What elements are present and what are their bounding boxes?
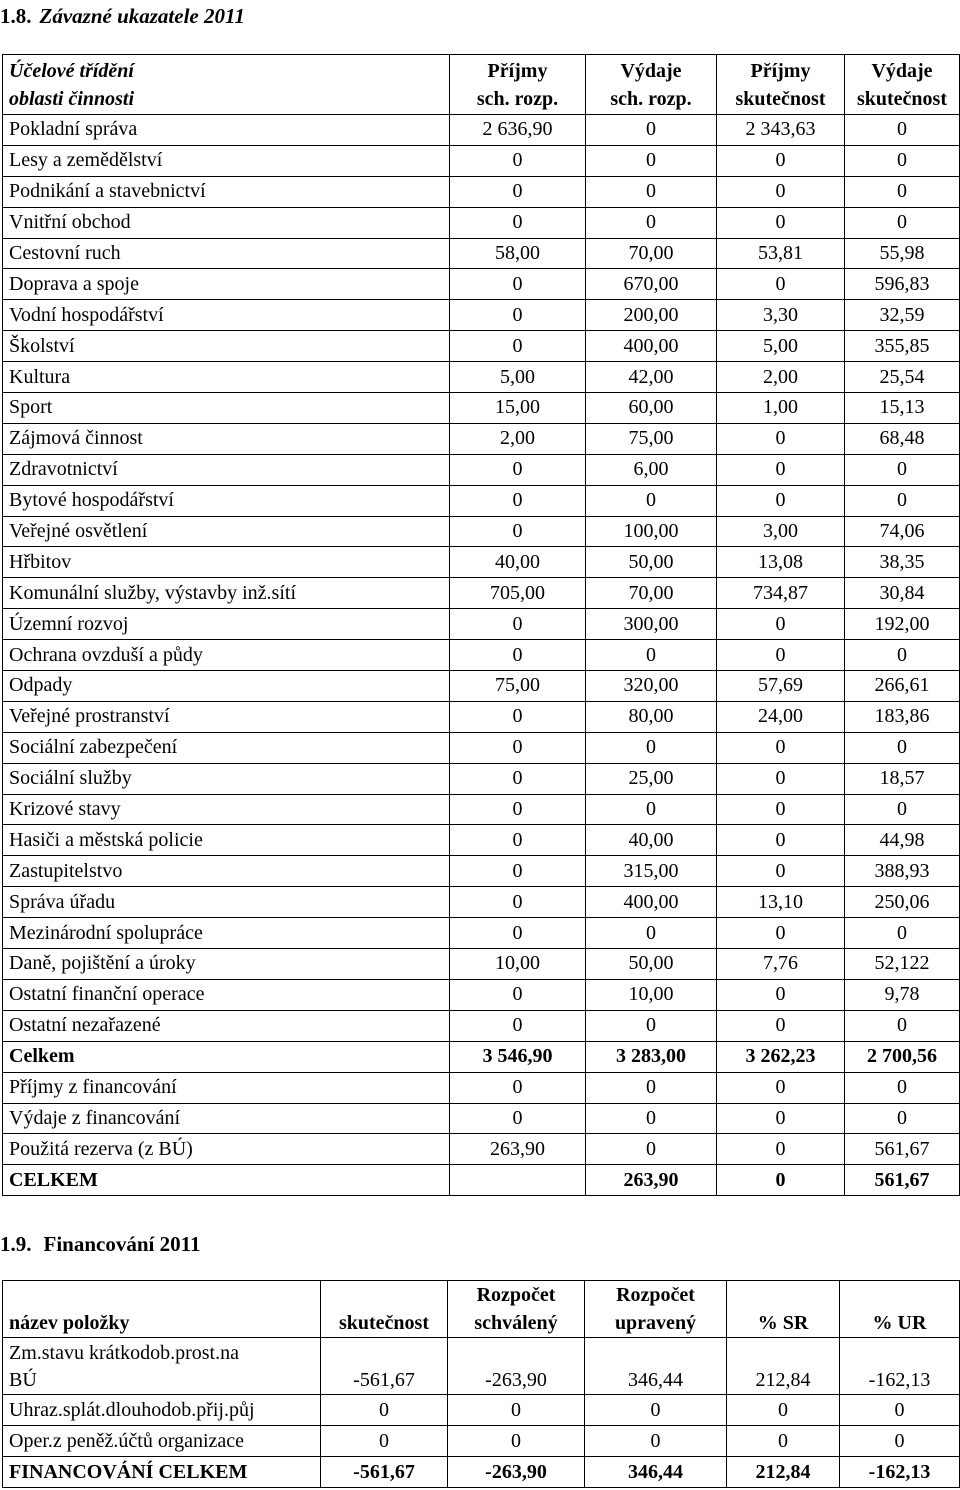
table-row	[3, 763, 960, 794]
row-label	[3, 1338, 321, 1395]
value-cell: 25,00	[586, 763, 717, 794]
value-cell: 250,06	[845, 887, 960, 918]
value-cell: 0	[717, 918, 845, 949]
value-cell: 670,00	[586, 269, 717, 300]
value-cell: 2 343,63	[717, 115, 845, 146]
table-row	[3, 1041, 960, 1072]
row-label: Podnikání a stavebnictví	[3, 176, 450, 207]
value-cell: 0	[845, 918, 960, 949]
value-cell: 5,00	[450, 362, 586, 393]
value-cell: 0	[586, 918, 717, 949]
value-cell: 596,83	[845, 269, 960, 300]
value-cell: 263,90	[450, 1134, 586, 1165]
row-label: Oper.z peněž.účtů organizace	[3, 1426, 321, 1457]
value-cell: 58,00	[450, 238, 586, 269]
table-row	[3, 423, 960, 454]
table-row	[3, 918, 960, 949]
table-row	[3, 609, 960, 640]
cell-line: BÚ	[9, 1369, 37, 1391]
value-cell: 320,00	[586, 671, 717, 702]
section-title: Financování 2011	[43, 1232, 201, 1256]
value-cell: 40,00	[450, 547, 586, 578]
value-cell: 0	[845, 1103, 960, 1134]
cell-line: Rozpočet	[616, 1284, 695, 1306]
row-label: Sociální zabezpečení	[3, 732, 450, 763]
header-cell: Příjmy	[717, 55, 845, 87]
value-cell: 561,67	[845, 1134, 960, 1165]
table-row	[3, 732, 960, 763]
table-row	[3, 454, 960, 485]
value-cell: 0	[717, 207, 845, 238]
value-cell	[450, 1165, 586, 1196]
row-label: Sport	[3, 393, 450, 424]
value-cell: 0	[586, 207, 717, 238]
section-heading-1-9	[0, 1232, 200, 1256]
value-cell: -263,90	[448, 1457, 585, 1488]
value-cell: 0	[845, 794, 960, 825]
header-cell: Příjmy	[450, 55, 586, 87]
row-label: Použitá rezerva (z BÚ)	[3, 1134, 450, 1165]
value-cell: 0	[845, 176, 960, 207]
value-cell: 70,00	[586, 238, 717, 269]
value-cell: 75,00	[450, 671, 586, 702]
cell-line: Rozpočet	[476, 1284, 556, 1306]
table-row	[3, 362, 960, 393]
value-cell: 7,76	[717, 949, 845, 980]
row-label: Ostatní nezařazené	[3, 1010, 450, 1041]
value-cell: 0	[450, 331, 586, 362]
value-cell: 3 283,00	[586, 1041, 717, 1072]
value-cell: 212,84	[727, 1457, 840, 1488]
value-cell: 52,122	[845, 949, 960, 980]
table-row	[3, 671, 960, 702]
table-row	[3, 979, 960, 1010]
value-cell: 0	[450, 1072, 586, 1103]
value-cell: 0	[450, 887, 586, 918]
value-cell: -162,13	[840, 1457, 960, 1488]
value-cell: 74,06	[845, 516, 960, 547]
value-cell: 80,00	[586, 701, 717, 732]
cell-line: schválený	[474, 1312, 558, 1334]
table-row	[3, 1072, 960, 1103]
table-row	[3, 238, 960, 269]
table-row	[3, 856, 960, 887]
value-cell: 0	[717, 423, 845, 454]
value-cell: 0	[586, 145, 717, 176]
table-row	[3, 1426, 960, 1457]
value-cell: 10,00	[450, 949, 586, 980]
value-cell: 9,78	[845, 979, 960, 1010]
value-cell: 0	[845, 1072, 960, 1103]
value-cell: 734,87	[717, 578, 845, 609]
row-label: Zájmová činnost	[3, 423, 450, 454]
row-label: Ochrana ovzduší a půdy	[3, 640, 450, 671]
value-cell: 0	[717, 825, 845, 856]
value-cell: 0	[717, 1072, 845, 1103]
value-cell: 75,00	[586, 423, 717, 454]
table-row	[3, 949, 960, 980]
value-cell: 0	[586, 115, 717, 146]
value-cell: 0	[321, 1426, 448, 1457]
value-cell: 3,30	[717, 300, 845, 331]
value-cell: 0	[845, 454, 960, 485]
value-cell: 0	[845, 732, 960, 763]
value-cell: 0	[450, 825, 586, 856]
table-row	[3, 207, 960, 238]
value-cell: 0	[586, 485, 717, 516]
value-cell: 0	[450, 701, 586, 732]
table-row	[3, 1165, 960, 1196]
value-cell: 13,08	[717, 547, 845, 578]
value-cell: 0	[586, 732, 717, 763]
table-row	[3, 578, 960, 609]
value-cell: -561,67	[321, 1457, 448, 1488]
value-cell: 346,44	[585, 1338, 727, 1395]
value-cell: 0	[717, 145, 845, 176]
table-row	[3, 794, 960, 825]
value-cell: 60,00	[586, 393, 717, 424]
row-label: Pokladní správa	[3, 115, 450, 146]
value-cell: 70,00	[586, 578, 717, 609]
header-cell	[448, 1281, 585, 1338]
row-label: Ostatní finanční operace	[3, 979, 450, 1010]
row-label: FINANCOVÁNÍ CELKEM	[3, 1457, 321, 1488]
value-cell: 0	[727, 1426, 840, 1457]
header-cell: sch. rozp.	[586, 86, 717, 115]
value-cell: 0	[450, 732, 586, 763]
table-row	[3, 331, 960, 362]
value-cell: 55,98	[845, 238, 960, 269]
value-cell: 68,48	[845, 423, 960, 454]
row-label: Územní rozvoj	[3, 609, 450, 640]
table-row	[3, 1457, 960, 1488]
row-label: Hřbitov	[3, 547, 450, 578]
row-label: Uhraz.splát.dlouhodob.přij.půj	[3, 1395, 321, 1426]
row-label: Krizové stavy	[3, 794, 450, 825]
table-row	[3, 393, 960, 424]
table-row	[3, 1338, 960, 1395]
header-cell: sch. rozp.	[450, 86, 586, 115]
value-cell: 0	[586, 1103, 717, 1134]
row-label: Veřejné prostranství	[3, 701, 450, 732]
row-label: Mezinárodní spolupráce	[3, 918, 450, 949]
value-cell: 0	[586, 1134, 717, 1165]
value-cell: 346,44	[585, 1457, 727, 1488]
value-cell: 0	[845, 207, 960, 238]
table-row	[3, 887, 960, 918]
value-cell: 0	[450, 454, 586, 485]
value-cell: 0	[717, 454, 845, 485]
value-cell: 3 546,90	[450, 1041, 586, 1072]
value-cell: 0	[450, 207, 586, 238]
value-cell: 263,90	[586, 1165, 717, 1196]
value-cell: 0	[717, 640, 845, 671]
row-label: Celkem	[3, 1041, 450, 1072]
table-row	[3, 1103, 960, 1134]
value-cell: 0	[845, 115, 960, 146]
table-row	[3, 701, 960, 732]
value-cell: 2 636,90	[450, 115, 586, 146]
value-cell: 0	[450, 300, 586, 331]
value-cell: 0	[450, 918, 586, 949]
value-cell: 0	[717, 732, 845, 763]
row-label: Sociální služby	[3, 763, 450, 794]
value-cell: 0	[450, 979, 586, 1010]
table-row	[3, 176, 960, 207]
value-cell: 355,85	[845, 331, 960, 362]
value-cell: 50,00	[586, 949, 717, 980]
row-label: Zdravotnictví	[3, 454, 450, 485]
table-row	[3, 300, 960, 331]
table-row	[3, 269, 960, 300]
value-cell: 24,00	[717, 701, 845, 732]
value-cell: 0	[450, 516, 586, 547]
header-cell	[585, 1281, 727, 1338]
row-label: Kultura	[3, 362, 450, 393]
row-label: Správa úřadu	[3, 887, 450, 918]
value-cell: 15,13	[845, 393, 960, 424]
header-cell: Výdaje	[586, 55, 717, 87]
value-cell: 705,00	[450, 578, 586, 609]
table-row	[3, 1395, 960, 1426]
value-cell: 0	[321, 1395, 448, 1426]
value-cell: 53,81	[717, 238, 845, 269]
value-cell: 0	[450, 485, 586, 516]
value-cell: 266,61	[845, 671, 960, 702]
value-cell: 0	[585, 1395, 727, 1426]
header-cell: skutečnost	[717, 86, 845, 115]
value-cell: 6,00	[586, 454, 717, 485]
value-cell: 300,00	[586, 609, 717, 640]
value-cell: 5,00	[717, 331, 845, 362]
value-cell: 315,00	[586, 856, 717, 887]
value-cell: 212,84	[727, 1338, 840, 1395]
row-label: Cestovní ruch	[3, 238, 450, 269]
value-cell: 0	[450, 763, 586, 794]
value-cell: 388,93	[845, 856, 960, 887]
value-cell: 183,86	[845, 701, 960, 732]
header-cell: skutečnost	[321, 1281, 448, 1338]
header-row	[3, 1281, 960, 1338]
value-cell: -561,67	[321, 1338, 448, 1395]
table-row	[3, 516, 960, 547]
row-label: Vnitřní obchod	[3, 207, 450, 238]
cell-line: upravený	[614, 1312, 697, 1334]
header-cell: % SR	[727, 1281, 840, 1338]
value-cell: 0	[450, 176, 586, 207]
row-label: Veřejné osvětlení	[3, 516, 450, 547]
value-cell: 200,00	[586, 300, 717, 331]
row-label: Školství	[3, 331, 450, 362]
value-cell: 10,00	[586, 979, 717, 1010]
value-cell: 0	[717, 856, 845, 887]
value-cell: 0	[717, 1010, 845, 1041]
row-label: Bytové hospodářství	[3, 485, 450, 516]
value-cell: 0	[586, 176, 717, 207]
table-row	[3, 640, 960, 671]
value-cell: 0	[717, 1134, 845, 1165]
value-cell: 400,00	[586, 887, 717, 918]
value-cell: 0	[586, 794, 717, 825]
value-cell: 0	[717, 485, 845, 516]
value-cell: 57,69	[717, 671, 845, 702]
value-cell: 3,00	[717, 516, 845, 547]
row-label: Vodní hospodářství	[3, 300, 450, 331]
value-cell: 400,00	[586, 331, 717, 362]
value-cell: 32,59	[845, 300, 960, 331]
value-cell: 0	[717, 269, 845, 300]
header-cell: název položky	[3, 1281, 321, 1338]
table-row	[3, 547, 960, 578]
value-cell: 15,00	[450, 393, 586, 424]
value-cell: 561,67	[845, 1165, 960, 1196]
table-row	[3, 825, 960, 856]
value-cell: 42,00	[586, 362, 717, 393]
value-cell: 30,84	[845, 578, 960, 609]
table-row	[3, 1010, 960, 1041]
value-cell: 44,98	[845, 825, 960, 856]
financing-table	[2, 1280, 960, 1488]
row-label: Hasiči a městská policie	[3, 825, 450, 856]
value-cell: 0	[450, 145, 586, 176]
row-label: Odpady	[3, 671, 450, 702]
value-cell: 0	[717, 1165, 845, 1196]
value-cell: -263,90	[448, 1338, 585, 1395]
value-cell: 0	[845, 145, 960, 176]
value-cell: 0	[450, 856, 586, 887]
value-cell: 0	[450, 640, 586, 671]
value-cell: 0	[717, 763, 845, 794]
value-cell: 0	[845, 1010, 960, 1041]
row-label: Komunální služby, výstavby inž.sítí	[3, 578, 450, 609]
header-cell: oblasti činnosti	[3, 86, 450, 115]
cell-line: Zm.stavu krátkodob.prost.na	[9, 1342, 239, 1364]
value-cell: 0	[717, 794, 845, 825]
row-label: Výdaje z financování	[3, 1103, 450, 1134]
value-cell: 0	[586, 640, 717, 671]
header-cell: % UR	[840, 1281, 960, 1338]
value-cell: 0	[586, 1072, 717, 1103]
row-label: CELKEM	[3, 1165, 450, 1196]
table-row	[3, 145, 960, 176]
value-cell: 0	[450, 794, 586, 825]
row-label: Doprava a spoje	[3, 269, 450, 300]
table-row	[3, 485, 960, 516]
value-cell: 2 700,56	[845, 1041, 960, 1072]
header-cell: skutečnost	[845, 86, 960, 115]
value-cell: 25,54	[845, 362, 960, 393]
value-cell: 0	[717, 609, 845, 640]
value-cell: 0	[840, 1426, 960, 1457]
row-label: Zastupitelstvo	[3, 856, 450, 887]
value-cell: 0	[585, 1426, 727, 1457]
value-cell: 0	[717, 1103, 845, 1134]
value-cell: 50,00	[586, 547, 717, 578]
value-cell: 0	[450, 1103, 586, 1134]
value-cell: 0	[845, 485, 960, 516]
value-cell: 2,00	[717, 362, 845, 393]
value-cell: 0	[840, 1395, 960, 1426]
row-label: Lesy a zemědělství	[3, 145, 450, 176]
value-cell: 0	[586, 1010, 717, 1041]
value-cell: 0	[450, 1010, 586, 1041]
binding-indicators-table	[2, 54, 960, 1196]
value-cell: 0	[448, 1426, 585, 1457]
section-number: 1.9.	[0, 1232, 32, 1256]
row-label: Příjmy z financování	[3, 1072, 450, 1103]
table-row	[3, 115, 960, 146]
value-cell: 0	[450, 609, 586, 640]
header-cell: Účelové třídění	[3, 55, 450, 87]
value-cell: 100,00	[586, 516, 717, 547]
value-cell: 40,00	[586, 825, 717, 856]
value-cell: 3 262,23	[717, 1041, 845, 1072]
value-cell: 0	[448, 1395, 585, 1426]
header-row	[3, 55, 960, 87]
value-cell: 0	[845, 640, 960, 671]
section-number: 1.8.	[0, 4, 32, 28]
value-cell: 2,00	[450, 423, 586, 454]
section-heading-1-8	[0, 4, 245, 28]
value-cell: -162,13	[840, 1338, 960, 1395]
value-cell: 192,00	[845, 609, 960, 640]
value-cell: 13,10	[717, 887, 845, 918]
value-cell: 18,57	[845, 763, 960, 794]
header-cell: Výdaje	[845, 55, 960, 87]
value-cell: 1,00	[717, 393, 845, 424]
value-cell: 0	[727, 1395, 840, 1426]
value-cell: 0	[717, 979, 845, 1010]
value-cell: 0	[450, 269, 586, 300]
section-title: Závazné ukazatele 2011	[39, 4, 245, 28]
header-row	[3, 86, 960, 115]
table-row	[3, 1134, 960, 1165]
value-cell: 0	[717, 176, 845, 207]
value-cell: 38,35	[845, 547, 960, 578]
row-label: Daně, pojištění a úroky	[3, 949, 450, 980]
